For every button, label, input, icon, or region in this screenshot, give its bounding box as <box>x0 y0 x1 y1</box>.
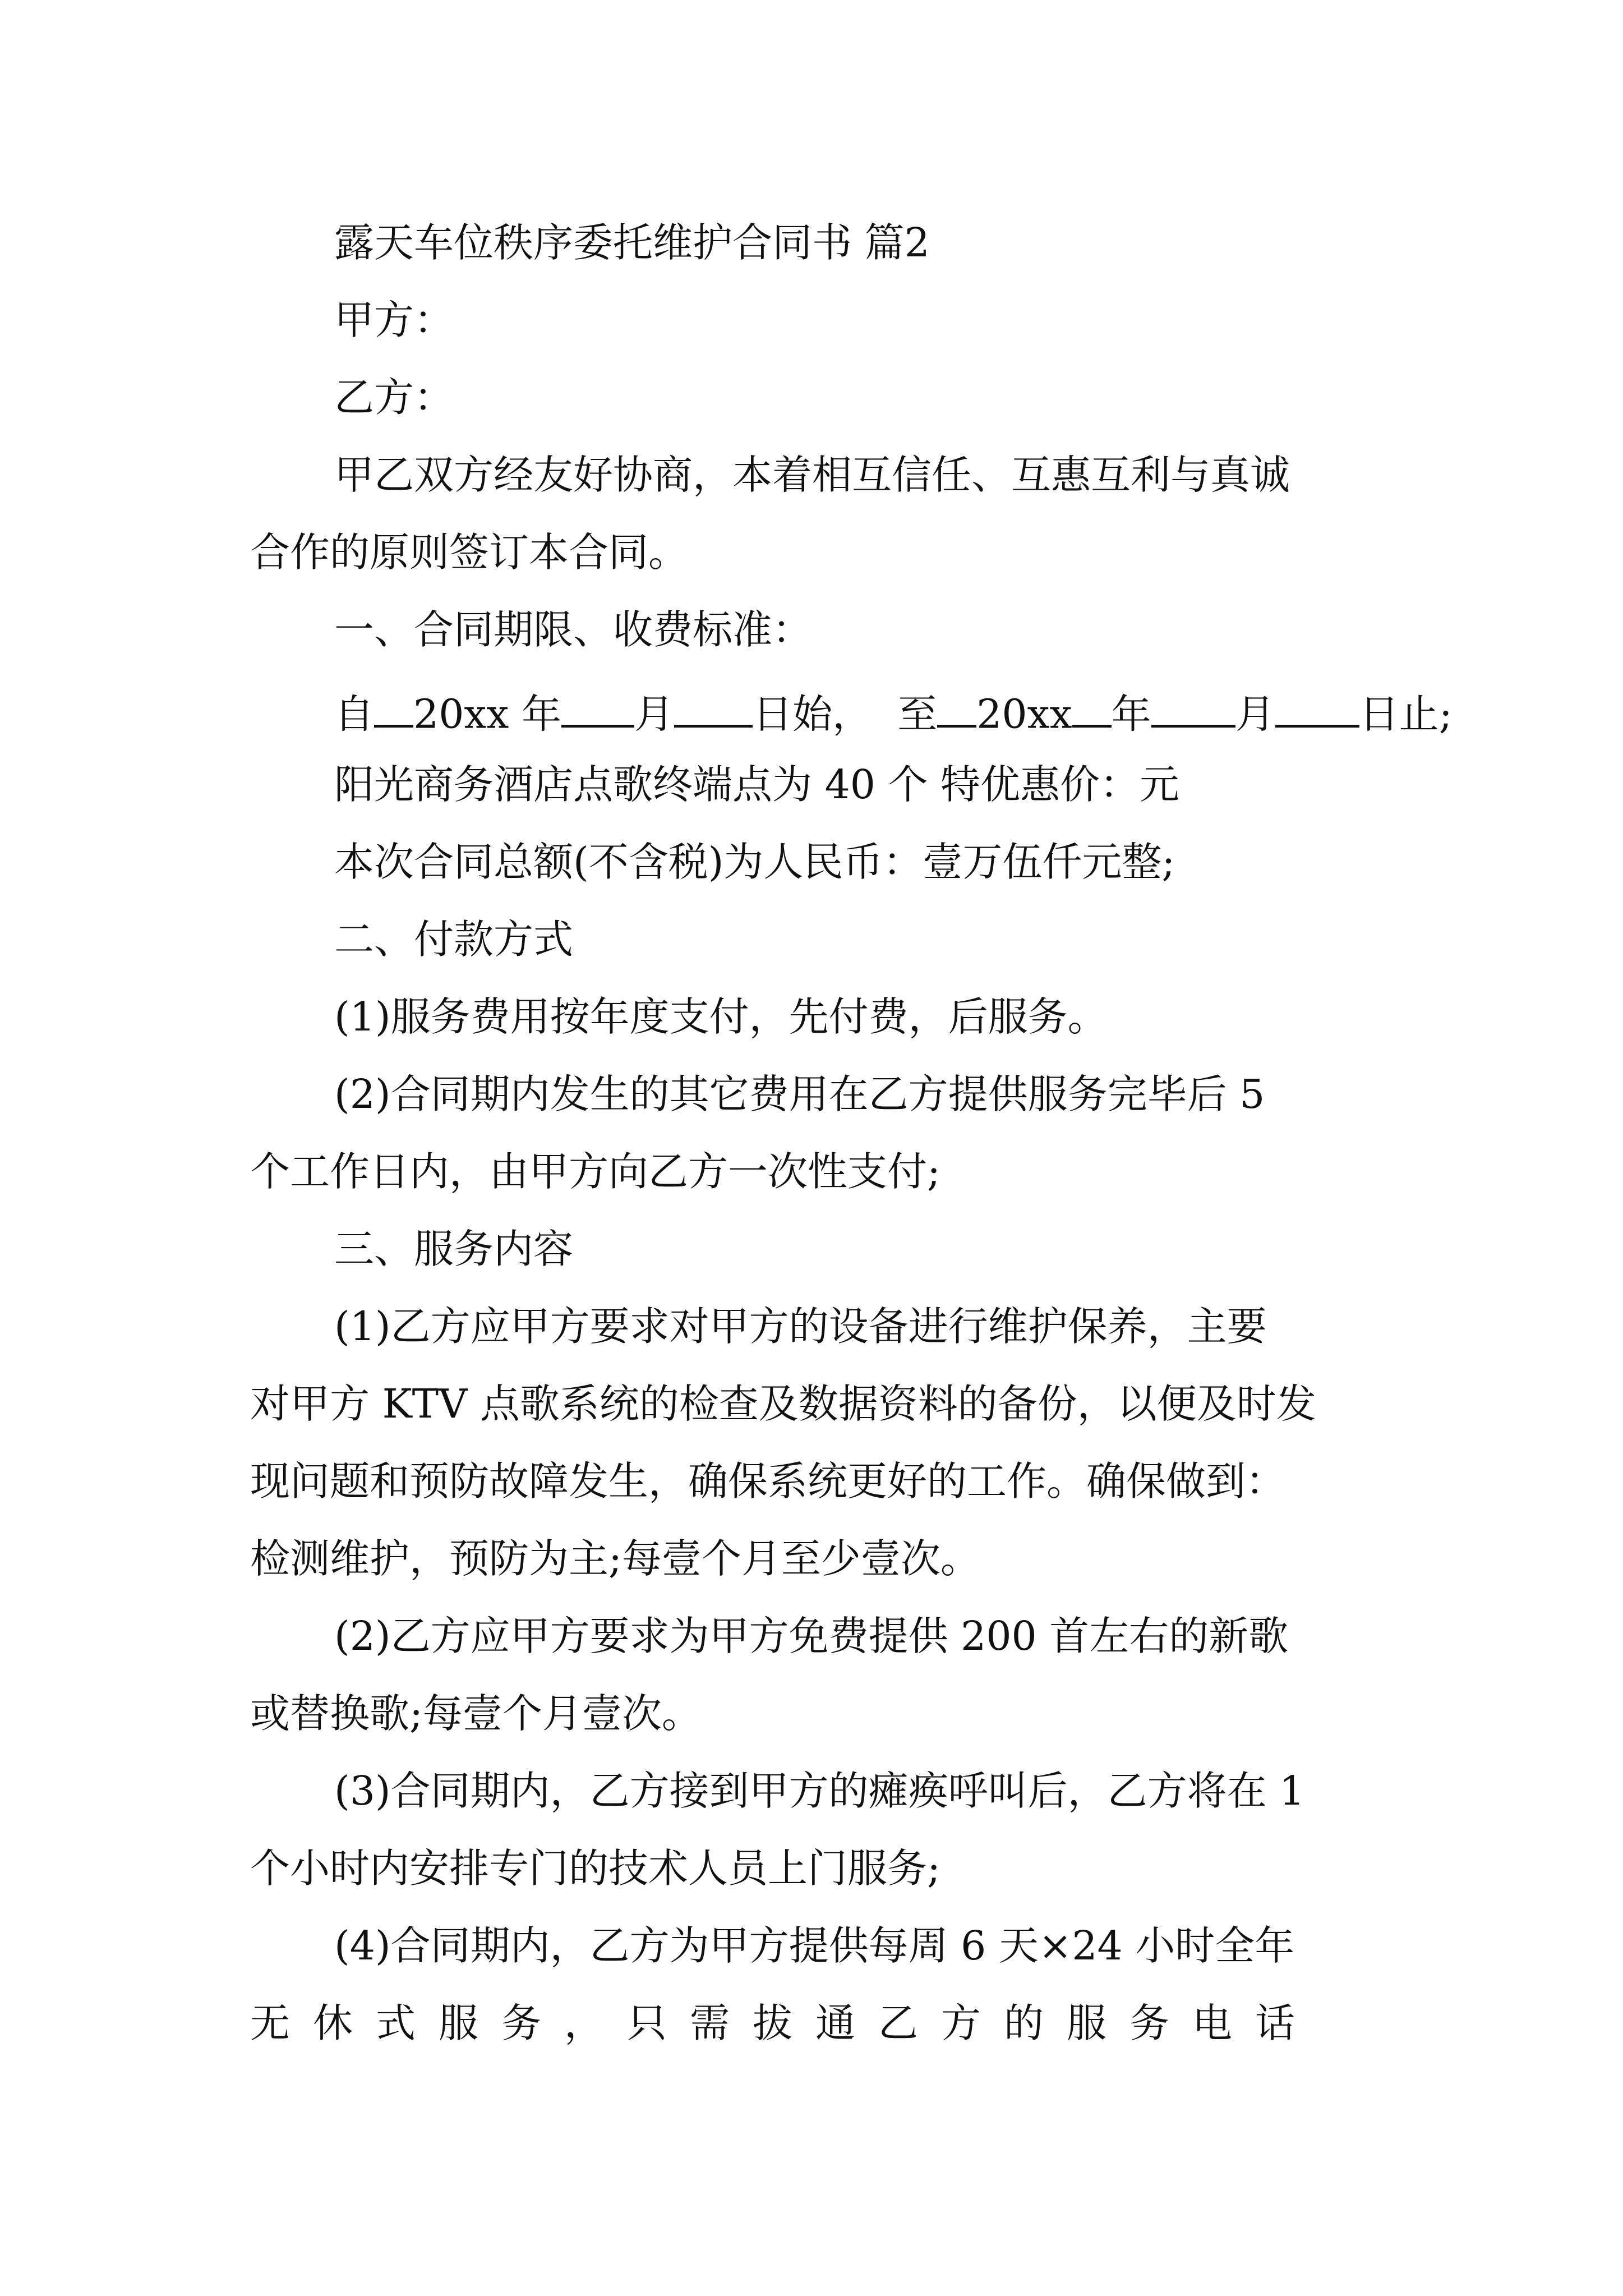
section-1-heading: 一、合同期限、收费标准： <box>334 606 813 653</box>
term-day-end: 日止; <box>1359 691 1453 738</box>
service-item-4-line-1: (4)合同期内，乙方为甲方提供每周 6 天×24 小时全年 <box>334 1922 1295 1969</box>
term-year-end: 20xx <box>976 691 1072 738</box>
party-a-label: 甲方： <box>334 297 454 343</box>
service-item-2-line-2: 或替换歌;每壹个月壹次。 <box>250 1690 702 1737</box>
service-item-1-line-3: 现问题和预防故障发生，确保系统更好的工作。确保做到： <box>250 1458 1286 1504</box>
service-item-3-line-2: 个小时内安排专门的技术人员上门服务; <box>250 1845 940 1892</box>
term-blank <box>1151 687 1235 728</box>
term-blank <box>937 687 976 728</box>
service-item-2-line-1: (2)乙方应甲方要求为甲方免费提供 200 首左右的新歌 <box>334 1613 1289 1659</box>
term-year-start: 20xx <box>413 691 509 738</box>
section-2-heading: 二、付款方式 <box>334 916 574 963</box>
service-item-1-line-2: 对甲方 KTV 点歌系统的检查及数据资料的备份，以便及时发 <box>250 1381 1316 1427</box>
term-blank <box>674 687 753 728</box>
payment-item-2-line-1: (2)合同期内发生的其它费用在乙方提供服务完毕后 5 <box>334 1071 1265 1117</box>
service-item-4-line-2: 无休式服务，只需拔通乙方的服务电话 <box>250 2000 1318 2046</box>
contract-term-line <box>334 687 1453 738</box>
term-year-label-2: 年 <box>1111 691 1151 738</box>
total-amount-line: 本次合同总额(不含税)为人民币：壹万伍仟元整; <box>334 839 1175 885</box>
payment-item-1: (1)服务费用按年度支付，先付费，后服务。 <box>334 993 1108 1040</box>
term-to-label: 至 <box>897 691 938 738</box>
term-month-label: 月 <box>634 691 675 738</box>
term-blank <box>561 687 634 728</box>
payment-item-2-line-2: 个工作日内，由甲方向乙方一次性支付; <box>250 1148 940 1195</box>
term-from-label: 自 <box>334 691 375 738</box>
term-day-start: 日始， <box>753 691 873 738</box>
document-title: 露天车位秩序委托维护合同书 篇2 <box>334 219 930 266</box>
intro-line-2: 合作的原则签订本合同。 <box>250 529 689 576</box>
term-month-label-2: 月 <box>1235 691 1275 738</box>
term-blank <box>1275 687 1359 728</box>
term-blank <box>1072 687 1112 728</box>
terminals-line: 阳光商务酒店点歌终端点为 40 个 特优惠价：元 <box>334 761 1180 808</box>
intro-line-1: 甲乙双方经友好协商，本着相互信任、互惠互利与真诚 <box>334 452 1290 498</box>
term-blank <box>374 687 413 728</box>
term-year-label: 年 <box>522 691 562 738</box>
service-item-3-line-1: (3)合同期内，乙方接到甲方的瘫痪呼叫后，乙方将在 1 <box>334 1768 1305 1814</box>
party-b-label: 乙方： <box>334 374 454 421</box>
section-3-heading: 三、服务内容 <box>334 1226 574 1272</box>
service-item-1-line-1: (1)乙方应甲方要求对甲方的设备进行维护保养，主要 <box>334 1303 1267 1350</box>
service-item-1-line-4: 检测维护，预防为主;每壹个月至少壹次。 <box>250 1535 980 1582</box>
